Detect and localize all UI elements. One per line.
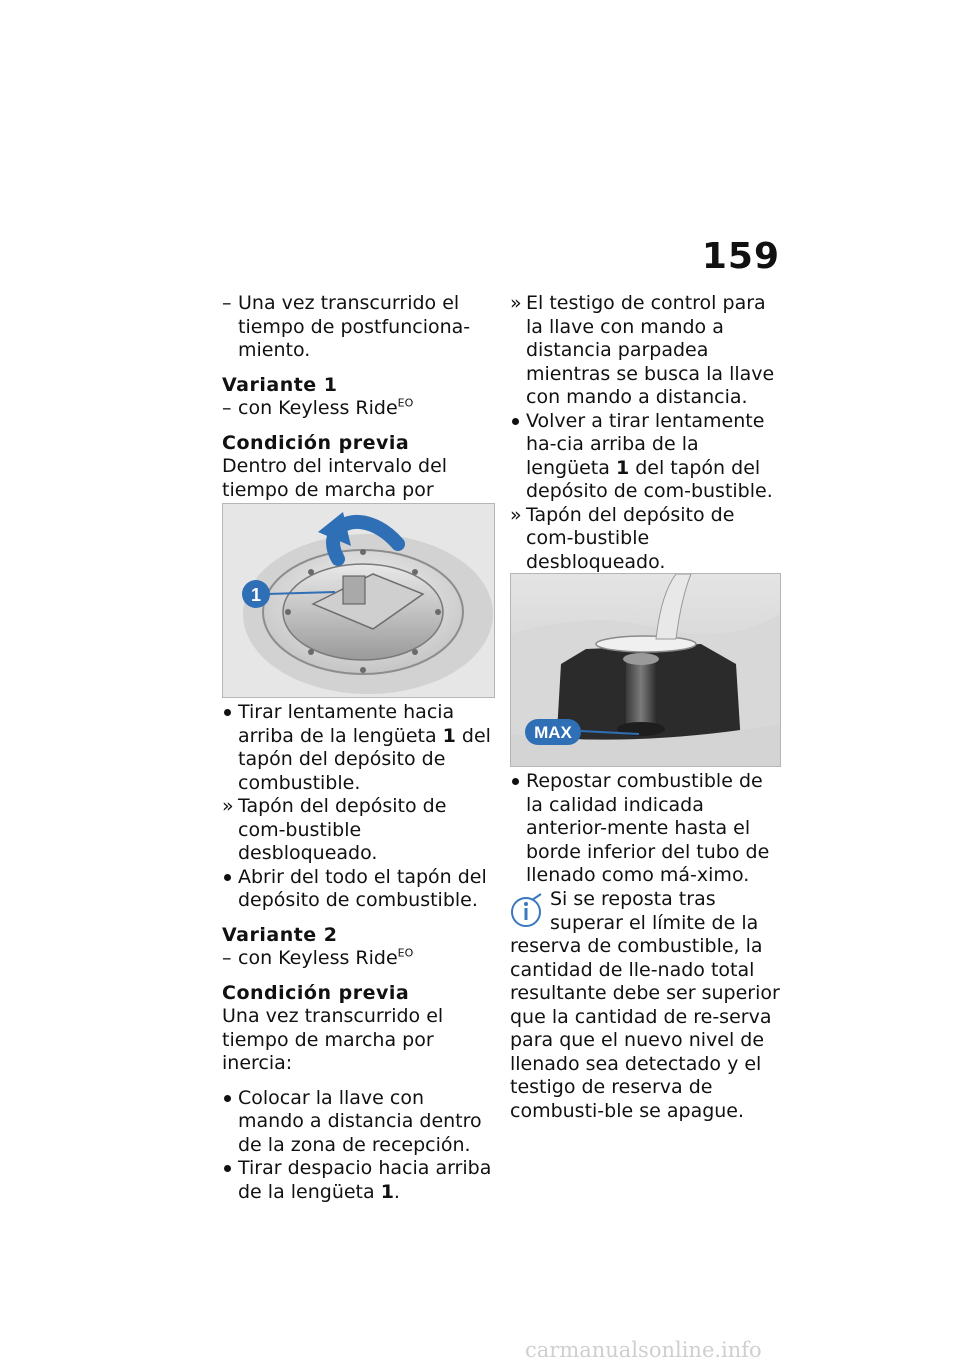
list-item (222, 1087, 494, 1158)
step-text: Tirar lentamente hacia arriba de la lengüeta (238, 701, 455, 747)
step-text: Repostar combustible de la calidad indicada anterior-mente hasta el borde inferior del tubo de llenado como má-ximo. (526, 770, 770, 886)
dash-marker: – (222, 397, 232, 419)
page-number: 159 (701, 236, 780, 277)
precondition-2-text: Una vez transcurrido el tiempo de marcha por inercia: (222, 1005, 444, 1074)
bullet-icon (224, 1095, 231, 1102)
step-text: Volver a tirar lentamente ha-cia arriba de la lengüeta (526, 409, 765, 479)
footer-watermark: carmanualsonline.info (525, 1338, 762, 1362)
list-item (222, 701, 494, 795)
variant-2-heading: Variante 2 (222, 923, 338, 946)
fuel-cap-illustration (223, 504, 494, 697)
filler-neck-illustration (511, 574, 780, 766)
list-item (510, 292, 782, 410)
bullet-icon (512, 778, 519, 785)
result-marker: » (510, 503, 522, 526)
max-callout-label: MAX (534, 723, 572, 742)
step-text: del tapón del depósito de combustible. (238, 724, 491, 794)
bullet-icon (224, 1165, 231, 1172)
step-ref-number: 1 (380, 1180, 394, 1203)
step-ref-number: 1 (442, 724, 456, 747)
dash-marker: – (222, 292, 232, 314)
right-column-top (510, 292, 782, 621)
note-text: Si se reposta tras superar el límite de la reserva de combustible, la cantidad de lle-nado total resultante debe ser superior que la cantidad de re-serva para que el nuevo nivel de llenado sea detectado y el testigo de reserva de combusti-ble se apague. (510, 888, 780, 1122)
list-item-text: Una vez transcurrido el tiempo de postfunciona-miento. (238, 292, 471, 361)
variant-1-condition (222, 397, 494, 421)
list-item (222, 795, 494, 866)
bullet-icon (224, 874, 231, 881)
result-marker: » (510, 292, 522, 314)
list-item (510, 504, 782, 575)
list-item (222, 1157, 494, 1204)
variant-1-heading: Variante 1 (222, 373, 338, 396)
step-ref-number: 1 (615, 456, 630, 479)
step-text: del tapón del depósito de com-bustible. (526, 456, 773, 502)
filler-neck-figure (510, 573, 781, 767)
bullet-icon (512, 418, 519, 425)
bullet-icon (224, 709, 231, 716)
variant-1-sup: EO (397, 396, 414, 410)
variant-1-text: con Keyless Ride (238, 397, 398, 419)
callout-1-label: 1 (250, 585, 262, 605)
list-item (510, 410, 782, 504)
result-text: Tapón del depósito de com-bustible desbloqueado. (238, 795, 447, 864)
result-text: El testigo de control para la llave con mando a distancia parpadea mientras se busca la llave con mando a distancia. (526, 292, 775, 408)
step-text: Colocar la llave con mando a distancia dentro de la zona de recepción. (238, 1086, 482, 1156)
list-item (222, 292, 494, 363)
left-column-bottom (222, 701, 494, 1204)
fuel-cap-figure (222, 503, 495, 698)
precondition-2-heading: Condición previa (222, 981, 410, 1004)
precondition-1-text: Dentro del intervalo del tiempo de marcha por (222, 455, 448, 501)
result-marker: » (222, 795, 234, 817)
note-block (510, 888, 782, 1123)
variant-2-condition (222, 947, 494, 971)
step-text: Tirar despacio hacia arriba de la lengüeta (238, 1157, 492, 1203)
right-column-bottom (510, 770, 782, 888)
variant-2-sup: EO (397, 946, 414, 960)
list-item (510, 770, 782, 888)
step-text: . (393, 1180, 400, 1203)
left-column-top (222, 292, 494, 526)
result-text: Tapón del depósito de com-bustible desbloqueado. (526, 503, 735, 573)
variant-2-text: con Keyless Ride (238, 947, 398, 969)
precondition-1-heading: Condición previa (222, 431, 410, 454)
list-item (222, 866, 494, 913)
step-text: Abrir del todo el tapón del depósito de combustible. (238, 865, 487, 911)
dash-marker: – (222, 947, 232, 969)
